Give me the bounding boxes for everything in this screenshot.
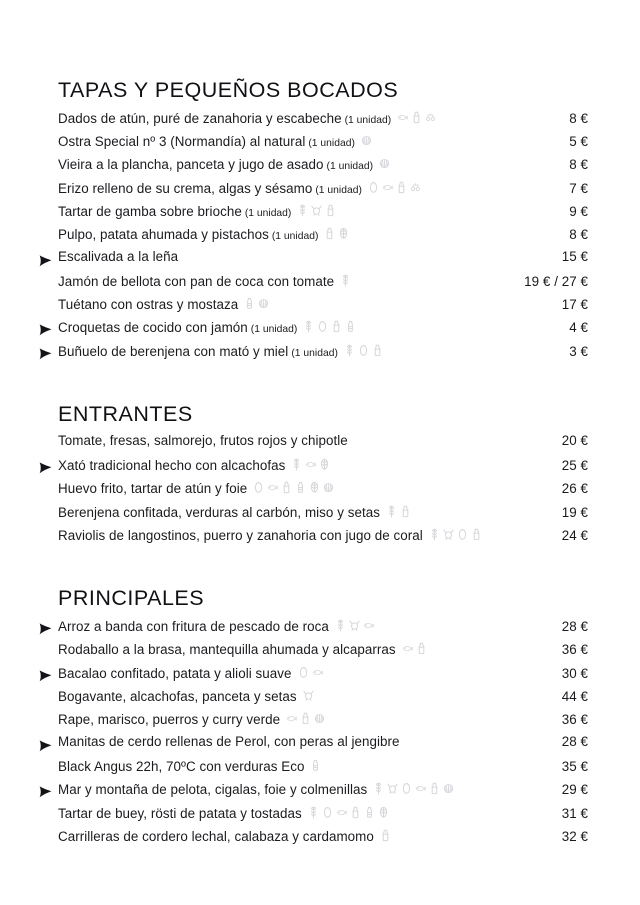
menu-item-name: Black Angus 22h, 70ºC con verduras Eco xyxy=(58,758,305,774)
recommended-arrow-icon xyxy=(39,324,52,336)
menu-item-price: 8 € xyxy=(569,227,588,243)
allergen-icon-group xyxy=(303,320,356,333)
menu-item-text xyxy=(58,226,349,242)
menu-item-price: 31 € xyxy=(561,805,588,821)
egg-icon xyxy=(322,806,333,819)
menu-item-price: 44 € xyxy=(561,689,588,705)
menu-item-name: Carrilleras de cordero lechal, calabaza y cardamomo xyxy=(58,828,374,844)
menu-section xyxy=(52,402,588,550)
menu-item-text xyxy=(58,641,427,656)
mustard-icon xyxy=(244,297,255,310)
recommended-arrow-icon xyxy=(39,462,52,474)
menu-item-price: 24 € xyxy=(561,528,588,544)
menu-item-price: 19 € xyxy=(561,504,588,520)
menu-item-row[interactable] xyxy=(52,203,588,226)
allergen-icon-group xyxy=(380,829,391,842)
gluten-icon xyxy=(386,505,397,518)
menu-item-name: Escalivada a la leña xyxy=(58,248,179,264)
menu-item-text xyxy=(58,319,356,335)
menu-item-name: Vieira a la plancha, panceta y jugo de asado xyxy=(58,157,324,173)
gluten-icon xyxy=(340,274,351,287)
menu-section xyxy=(52,586,588,851)
menu-item-price: 9 € xyxy=(569,203,588,219)
fish-icon xyxy=(415,782,426,795)
allergen-icon-group xyxy=(286,712,325,725)
fish-icon xyxy=(312,666,323,679)
fish-icon xyxy=(286,712,297,725)
menu-item-unit: (1 unidad) xyxy=(308,138,355,150)
nuts-icon xyxy=(309,481,320,494)
mustard-icon xyxy=(364,806,375,819)
menu-item-list xyxy=(52,618,588,851)
recommended-arrow-icon xyxy=(39,348,52,360)
menu-item-row[interactable] xyxy=(52,711,588,734)
gluten-icon xyxy=(344,344,355,357)
menu-item-unit: (1 unidad) xyxy=(291,347,338,359)
menu-item-text xyxy=(58,688,314,703)
menu-item-row[interactable] xyxy=(52,110,588,133)
menu-item-price: 8 € xyxy=(569,110,588,126)
menu-item-name: Manitas de cerdo rellenas de Perol, con peras al jengibre xyxy=(58,733,400,749)
menu-item-price: 36 € xyxy=(561,712,588,728)
egg-icon xyxy=(253,481,264,494)
menu-item-text xyxy=(58,457,330,472)
allergen-icon-group xyxy=(244,297,269,310)
recommended-arrow-icon xyxy=(39,670,52,682)
menu-item-text xyxy=(58,203,336,219)
allergen-icon-group xyxy=(361,134,372,147)
menu-item-row[interactable] xyxy=(52,527,588,550)
egg-icon xyxy=(358,344,369,357)
menu-item-row[interactable] xyxy=(52,457,588,480)
nuts-icon xyxy=(319,458,330,471)
menu-item-price: 25 € xyxy=(561,458,588,474)
menu-item-price: 32 € xyxy=(561,828,588,844)
menu-item-text xyxy=(58,805,389,820)
egg-icon xyxy=(457,528,468,541)
recommended-arrow-icon xyxy=(39,740,52,752)
menu-item-row[interactable] xyxy=(52,133,588,156)
menu-item-row[interactable] xyxy=(52,180,588,203)
menu-item-price: 4 € xyxy=(569,320,588,336)
menu-item-price: 3 € xyxy=(569,343,588,359)
fish-icon xyxy=(397,111,408,124)
allergen-icon-group xyxy=(373,782,454,795)
gluten-icon xyxy=(308,806,319,819)
menu-item-price: 35 € xyxy=(561,758,588,774)
allergen-icon-group xyxy=(308,806,389,819)
fish-icon xyxy=(402,642,413,655)
menu-item-row[interactable] xyxy=(52,504,588,527)
allergen-icon-group xyxy=(303,689,314,702)
menu-item-price: 8 € xyxy=(569,157,588,173)
menu-item-text xyxy=(58,343,383,359)
menu-item-row[interactable] xyxy=(52,434,588,457)
menu-item-price: 28 € xyxy=(561,619,588,635)
mollusc-icon xyxy=(379,157,390,170)
menu-item-name: Jamón de bellota con pan de coca con tomate xyxy=(58,273,335,289)
menu-item-name: Berenjena confitada, verduras al carbón, miso y setas xyxy=(58,504,380,520)
milk-icon xyxy=(324,227,335,240)
milk-icon xyxy=(350,806,361,819)
menu-item-row[interactable] xyxy=(52,828,588,851)
gluten-icon xyxy=(373,782,384,795)
milk-icon xyxy=(281,481,292,494)
menu-item-text xyxy=(58,273,351,288)
menu-item-text xyxy=(58,296,269,311)
menu-item-row[interactable] xyxy=(52,781,588,804)
crustacean-icon xyxy=(349,619,360,632)
menu-item-unit: (1 unidad) xyxy=(326,161,374,173)
menu-item-price: 36 € xyxy=(561,642,588,658)
menu-item-name: Tomate, fresas, salmorejo, frutos rojos y chipotle xyxy=(58,432,348,448)
allergen-icon-group xyxy=(429,528,482,541)
menu-item-row[interactable] xyxy=(52,480,588,503)
egg-icon xyxy=(401,782,412,795)
milk-icon xyxy=(396,181,407,194)
fish-icon xyxy=(382,181,393,194)
fish-icon xyxy=(305,458,316,471)
menu-item-text xyxy=(58,781,454,796)
gluten-icon xyxy=(429,528,440,541)
menu-item-name: Pulpo, patata ahumada y pistachos xyxy=(58,227,269,243)
menu-item-name: Bogavante, alcachofas, panceta y setas xyxy=(58,689,297,705)
menu-item-text xyxy=(58,133,372,149)
recommended-arrow-icon xyxy=(39,255,52,267)
menu-item-text xyxy=(58,618,374,633)
milk-icon xyxy=(400,505,411,518)
mollusc-icon xyxy=(323,481,334,494)
menu-item-row[interactable] xyxy=(52,758,588,781)
menu-item-name: Rodaballo a la brasa, mantequilla ahumada y alcaparras xyxy=(58,642,396,658)
milk-icon xyxy=(429,782,440,795)
menu-item-name: Buñuelo de berenjena con mató y miel xyxy=(58,343,289,359)
menu-item-unit: (1 unidad) xyxy=(244,207,292,219)
mollusc-icon xyxy=(361,134,372,147)
menu-item-text xyxy=(58,665,323,680)
mollusc-icon xyxy=(258,297,269,310)
menu-item-row[interactable] xyxy=(52,618,588,641)
mustard-icon xyxy=(345,320,356,333)
allergen-icon-group xyxy=(253,481,334,494)
crustacean-icon xyxy=(303,689,314,702)
sulphites-icon xyxy=(425,111,436,124)
allergen-icon-group xyxy=(324,227,349,240)
menu-item-text xyxy=(58,527,482,542)
allergen-icon-group xyxy=(310,759,321,772)
menu-item-row[interactable] xyxy=(52,250,588,273)
egg-icon xyxy=(298,666,309,679)
milk-icon xyxy=(471,528,482,541)
menu-item-price: 20 € xyxy=(561,432,588,448)
milk-icon xyxy=(411,111,422,124)
menu-item-name: Tuétano con ostras y mostaza xyxy=(58,297,239,313)
menu-item-price: 28 € xyxy=(561,733,588,749)
egg-icon xyxy=(317,320,328,333)
menu-section xyxy=(52,78,588,366)
menu-item-price: 30 € xyxy=(561,665,588,681)
mustard-icon xyxy=(295,481,306,494)
menu-item-text xyxy=(58,480,334,495)
crustacean-icon xyxy=(311,204,322,217)
menu-item-text xyxy=(58,828,391,843)
gluten-icon xyxy=(291,458,302,471)
menu-item-unit: (1 unidad) xyxy=(315,184,362,196)
menu-item-name: Xató tradicional hecho con alcachofas xyxy=(58,458,286,474)
fish-icon xyxy=(267,481,278,494)
menu-item-row[interactable] xyxy=(52,296,588,319)
crustacean-icon xyxy=(443,528,454,541)
mollusc-icon xyxy=(443,782,454,795)
section-title: ENTRANTES xyxy=(58,402,193,427)
allergen-icon-group xyxy=(297,204,336,217)
menu-item-text xyxy=(58,758,321,773)
menu-item-name: Bacalao confitado, patata y alioli suave xyxy=(58,665,292,681)
menu-item-unit: (1 unidad) xyxy=(344,114,392,126)
menu-item-text xyxy=(58,110,436,126)
allergen-icon-group xyxy=(397,111,436,124)
menu-item-name: Dados de atún, puré de zanahoria y escabeche xyxy=(58,110,342,126)
menu-item-unit: (1 unidad) xyxy=(250,324,298,336)
menu-item-price: 7 € xyxy=(569,180,588,196)
menu-item-price: 29 € xyxy=(561,782,588,798)
menu-item-name: Mar y montaña de pelota, cigalas, foie y colmenillas xyxy=(58,782,368,798)
menu-item-row[interactable] xyxy=(52,343,588,366)
allergen-icon-group xyxy=(379,157,390,170)
milk-icon xyxy=(380,829,391,842)
menu-item-name: Croquetas de cocido con jamón xyxy=(58,320,248,336)
nuts-icon xyxy=(338,227,349,240)
section-title: PRINCIPALES xyxy=(58,586,205,611)
allergen-icon-group xyxy=(335,619,374,632)
menu-item-name: Tartar de buey, rösti de patata y tostadas xyxy=(58,805,302,821)
menu-item-row[interactable] xyxy=(52,688,588,711)
milk-icon xyxy=(331,320,342,333)
menu-item-price: 26 € xyxy=(561,481,588,497)
menu-item-name: Ostra Special nº 3 (Normandía) al natural xyxy=(58,134,306,150)
section-title: TAPAS Y PEQUEÑOS BOCADOS xyxy=(58,78,399,102)
menu-item-row[interactable] xyxy=(52,226,588,249)
nuts-icon xyxy=(378,806,389,819)
fish-icon xyxy=(363,619,374,632)
menu-item-unit: (1 unidad) xyxy=(271,231,319,243)
menu-item-name: Tartar de gamba sobre brioche xyxy=(58,203,242,219)
mustard-icon xyxy=(310,759,321,772)
sulphites-icon xyxy=(410,181,421,194)
menu-item-row[interactable] xyxy=(52,665,588,688)
menu-item-row[interactable] xyxy=(52,641,588,664)
menu-item-text xyxy=(58,504,411,519)
milk-icon xyxy=(372,344,383,357)
menu-item-price: 17 € xyxy=(561,297,588,313)
menu-item-row[interactable] xyxy=(52,805,588,828)
recommended-arrow-icon xyxy=(39,623,52,635)
gluten-icon xyxy=(297,204,308,217)
menu-item-row[interactable] xyxy=(52,319,588,342)
menu-item-price: 15 € xyxy=(561,248,588,264)
allergen-icon-group xyxy=(344,344,383,357)
menu-item-row[interactable] xyxy=(52,156,588,179)
allergen-icon-group xyxy=(402,642,427,655)
menu-item-text xyxy=(58,735,400,748)
menu-item-text xyxy=(58,250,178,263)
menu-item-text xyxy=(58,434,348,447)
menu-item-name: Rape, marisco, puerros y curry verde xyxy=(58,712,281,728)
mollusc-icon xyxy=(314,712,325,725)
milk-icon xyxy=(416,642,427,655)
menu-item-list xyxy=(52,110,588,366)
gluten-icon xyxy=(303,320,314,333)
menu-item-name: Raviolis de langostinos, puerro y zanahoria con jugo de coral xyxy=(58,528,423,544)
menu-item-text xyxy=(58,711,325,726)
menu-item-name: Erizo relleno de su crema, algas y sésamo xyxy=(58,180,313,196)
recommended-arrow-icon xyxy=(39,786,52,798)
gluten-icon xyxy=(335,619,346,632)
allergen-icon-group xyxy=(298,666,323,679)
menu-item-row[interactable] xyxy=(52,735,588,758)
milk-icon xyxy=(300,712,311,725)
menu-item-name: Arroz a banda con fritura de pescado de roca xyxy=(58,619,329,635)
allergen-icon-group xyxy=(386,505,411,518)
allergen-icon-group xyxy=(291,458,330,471)
allergen-icon-group xyxy=(368,181,421,194)
menu-item-price: 19 € / 27 € xyxy=(524,273,588,289)
menu-item-list xyxy=(52,434,588,550)
menu-item-text xyxy=(58,180,421,196)
crustacean-icon xyxy=(387,782,398,795)
menu-item-name: Huevo frito, tartar de atún y foie xyxy=(58,481,248,497)
milk-icon xyxy=(325,204,336,217)
allergen-icon-group xyxy=(340,274,351,287)
menu-item-row[interactable] xyxy=(52,273,588,296)
menu-item-text xyxy=(58,156,390,172)
fish-icon xyxy=(336,806,347,819)
menu-item-price: 5 € xyxy=(569,134,588,150)
egg-icon xyxy=(368,181,379,194)
